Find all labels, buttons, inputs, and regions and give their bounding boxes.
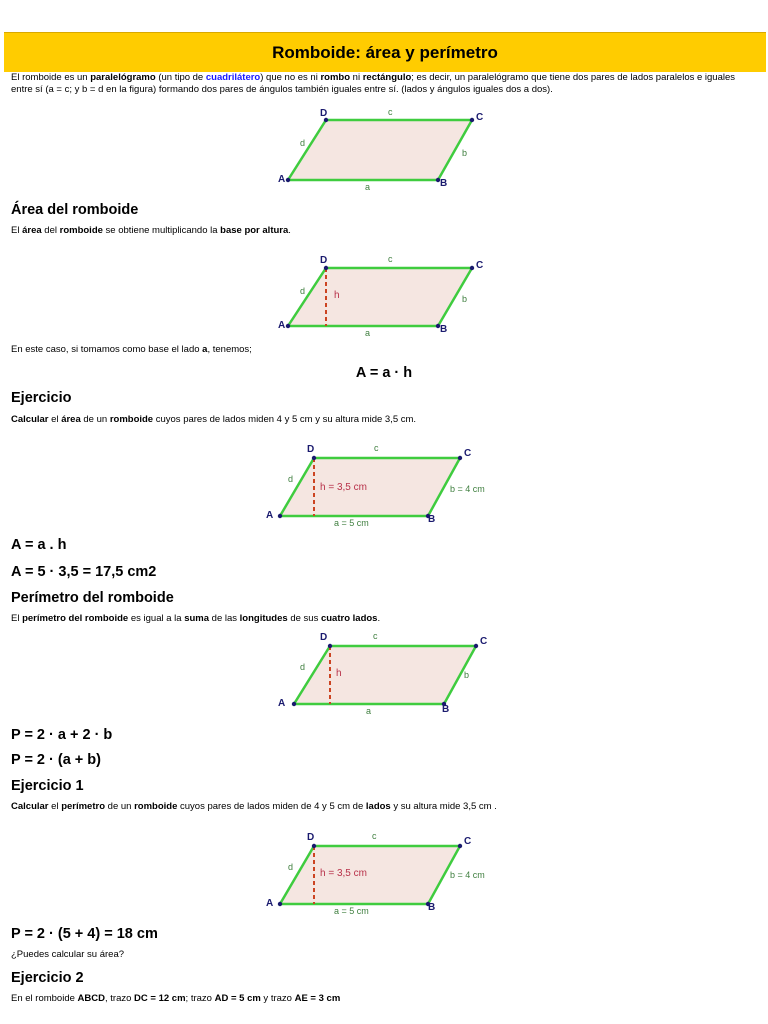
side-c-label: c: [388, 107, 393, 117]
area-heading: Área del romboide: [11, 202, 139, 218]
area-formula: A = a · h: [355, 365, 413, 381]
ejercicio1-paragraph: Calcular el perímetro de un romboide cuyos pares de lados miden de 4 y 5 cm de lados y su altura mide 3,5 cm .: [11, 801, 497, 812]
svg-text:b = 4 cm: b = 4 cm: [450, 484, 485, 494]
perimetro-heading: Perímetro del romboide: [11, 590, 174, 606]
svg-text:b: b: [462, 294, 468, 304]
svg-text:B: B: [428, 514, 436, 525]
side-d-label: d: [300, 138, 306, 148]
svg-text:C: C: [464, 836, 472, 847]
page-title: Romboide: área y perímetro: [4, 32, 766, 72]
svg-text:a = 5 cm: a = 5 cm: [334, 518, 369, 528]
svg-text:d: d: [288, 862, 294, 872]
svg-text:c: c: [372, 831, 377, 841]
svg-text:B: B: [442, 704, 450, 715]
svg-text:D: D: [320, 632, 328, 643]
svg-text:c: c: [373, 631, 378, 641]
svg-text:C: C: [476, 260, 484, 271]
perimetro-paragraph: El perímetro del romboide es igual a la suma de las longitudes de sus cuatro lados.: [11, 613, 381, 624]
intro-paragraph: El romboide es un paralelógramo (un tipo de cuadrilátero) que no es ni rombo ni rectángulo; es decir, un paralelógramo que tiene dos pares de lados paralelos e iguales entre sí (a = c; y b = d en la figura) formando dos pares de ángulos también iguales entre sí. (lados y ángulos iguales dos a dos).: [11, 72, 736, 95]
svg-text:h = 3,5 cm: h = 3,5 cm: [320, 868, 367, 879]
ejercicio-heading: Ejercicio: [11, 390, 72, 406]
svg-text:B: B: [428, 902, 436, 913]
ejercicio1-heading: Ejercicio 1: [11, 778, 84, 794]
svg-text:A: A: [278, 698, 286, 709]
svg-text:h = 3,5 cm: h = 3,5 cm: [320, 482, 367, 493]
vertex-b-label: B: [440, 178, 448, 189]
svg-text:D: D: [320, 255, 328, 266]
ejercicio2-heading: Ejercicio 2: [11, 970, 84, 986]
svg-text:a: a: [366, 706, 372, 716]
ejercicio-paragraph: Calcular el área de un romboide cuyos pares de lados miden 4 y 5 cm y su altura mide 3,5 cm.: [11, 414, 417, 425]
perimetro-formula-2: P = 2 · (a + b): [11, 752, 101, 768]
side-a-label: a: [365, 182, 371, 192]
svg-text:C: C: [464, 448, 472, 459]
vertex-a-label: A: [278, 174, 286, 185]
svg-text:A: A: [266, 510, 274, 521]
svg-text:B: B: [440, 324, 448, 335]
ejercicio1-question: ¿Puedes calcular su área?: [11, 949, 125, 960]
svg-text:a = 5 cm: a = 5 cm: [334, 906, 369, 916]
case-paragraph: En este caso, si tomamos como base el lado a, tenemos;: [11, 344, 252, 355]
svg-text:b: b: [464, 670, 470, 680]
svg-text:c: c: [374, 443, 379, 453]
svg-text:c: c: [388, 254, 393, 264]
svg-text:D: D: [307, 444, 315, 455]
area-paragraph: El área del romboide se obtiene multiplicando la base por altura.: [11, 225, 291, 236]
svg-text:d: d: [300, 286, 306, 296]
vertex-d-label: D: [320, 108, 328, 119]
ejercicio1-formula: P = 2 · (5 + 4) = 18 cm: [11, 926, 158, 942]
ejercicio2-paragraph: En el romboide ABCD, trazo DC = 12 cm; trazo AD = 5 cm y trazo AE = 3 cm: [11, 993, 341, 1004]
svg-text:b = 4 cm: b = 4 cm: [450, 870, 485, 880]
svg-text:h: h: [334, 290, 340, 301]
ejercicio-formula-1: A = a . h: [11, 537, 67, 553]
svg-text:C: C: [480, 636, 488, 647]
svg-text:D: D: [307, 832, 315, 843]
side-b-label: b: [462, 148, 468, 158]
svg-text:A: A: [266, 898, 274, 909]
svg-text:d: d: [300, 662, 306, 672]
figure-romboide-2: [270, 248, 500, 340]
figure-romboide-3: [258, 438, 518, 530]
svg-text:d: d: [288, 474, 294, 484]
figure-romboide-1: [270, 100, 500, 195]
cuadrilatero-link[interactable]: cuadrilátero: [205, 72, 261, 83]
figure-romboide-5: [258, 826, 518, 918]
ejercicio-formula-2: A = 5 · 3,5 = 17,5 cm2: [11, 564, 157, 580]
vertex-c-label: C: [476, 112, 484, 123]
perimetro-formula-1: P = 2 · a + 2 · b: [11, 727, 113, 743]
svg-text:h: h: [336, 668, 342, 679]
figure-romboide-4: [276, 626, 506, 718]
svg-text:a: a: [365, 328, 371, 338]
svg-text:A: A: [278, 320, 286, 331]
